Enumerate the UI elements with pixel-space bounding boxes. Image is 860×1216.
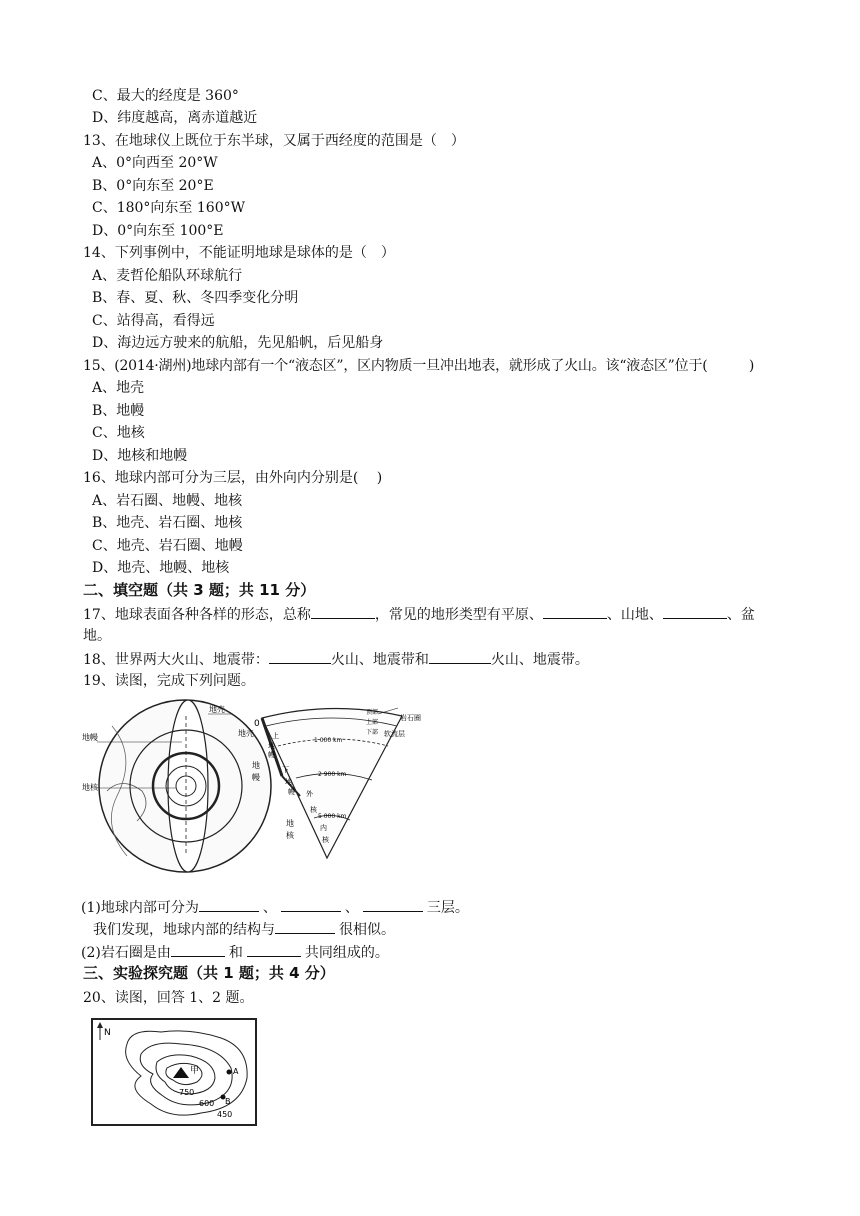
- q17-blank-1[interactable]: [311, 604, 375, 619]
- section-3-heading: 三、实验探究题（共 1 题；共 4 分）: [83, 964, 335, 982]
- wedge-label-crust: 地壳: [238, 729, 254, 738]
- q13-stem: 13、在地球仪上既位于东半球，又属于西经度的范围是（ ）: [83, 133, 465, 149]
- layer-wedge: [262, 708, 402, 858]
- q18-text-3: 火山、地震带。: [490, 652, 589, 668]
- wedge-label-outer-core: 核: [310, 806, 317, 814]
- wedge-label-upper: 上: [272, 732, 279, 740]
- q14-option-a: A、麦哲伦船队环球航行: [92, 268, 243, 284]
- globe-label-mantle: 地幔: [82, 733, 98, 742]
- q15-stem: 15、(2014·湖州)地球内部有一个“液态区”，区内物质一旦冲出地表，就形成了火山。该“液态区”位于( ): [83, 358, 755, 374]
- q17-text-1: 17、地球表面各种各样的形态，总称: [83, 607, 311, 623]
- q13-option-a: A、0°向西至 20°W: [92, 155, 218, 171]
- q19-sub-1b: [93, 919, 395, 940]
- q19-blank-3[interactable]: [363, 897, 423, 912]
- q16-stem: 16、地球内部可分为三层，由外向内分别是( ): [83, 470, 383, 486]
- q13-option-d: D、0°向东至 100°E: [92, 223, 224, 239]
- label-top: 顶部: [366, 709, 379, 716]
- q19-sub1-text: (1)地球内部可分为: [81, 900, 199, 916]
- contour-label-600: 600: [199, 1099, 215, 1108]
- q19-blank-5[interactable]: [171, 942, 225, 957]
- contour-map-figure: [91, 1018, 257, 1126]
- point-b-label: B: [225, 1097, 231, 1106]
- wedge-label-inner: 内: [320, 824, 327, 832]
- q18-blank-1[interactable]: [269, 649, 331, 664]
- q15-option-a: A、地壳: [92, 380, 145, 396]
- q17-text-4: 、盆: [726, 607, 755, 623]
- wedge-label-mantle-1: 地: [252, 761, 260, 770]
- label-upper-part: 上部: [366, 719, 379, 726]
- q17-line-2: 地。: [83, 628, 111, 644]
- earth-structure-figure: [82, 696, 426, 886]
- q18-blank-2[interactable]: [429, 649, 491, 664]
- globe-label-crust: 地壳: [209, 705, 225, 714]
- wedge-label-mantle-2: 幔: [252, 773, 260, 782]
- wedge-label-inner-core: 核: [322, 836, 329, 844]
- q19-blank-4[interactable]: [275, 919, 335, 934]
- q16-option-a: A、岩石圈、地幔、地核: [92, 493, 243, 509]
- point-a-marker: [227, 1070, 232, 1075]
- q17-text-3: 、山地、: [606, 607, 663, 623]
- q15-option-d: D、地核和地幔: [92, 448, 188, 464]
- q13-option-b: B、0°向东至 20°E: [92, 178, 214, 194]
- q19-sub-2: [81, 942, 389, 963]
- q19-blank-6[interactable]: [247, 942, 301, 957]
- q19-sub2-end: 共同组成的。: [304, 945, 389, 961]
- q19-sub2-and: 和: [228, 945, 243, 961]
- q18-text-2: 火山、地震带和: [330, 652, 429, 668]
- q19-sub1b-text: 我们发现，地球内部的结构与: [93, 922, 275, 938]
- q17-blank-3[interactable]: [663, 604, 727, 619]
- q17-blank-2[interactable]: [543, 604, 607, 619]
- globe-cutaway: [97, 700, 271, 872]
- contour-label-750: 750: [179, 1088, 195, 1097]
- wedge-label-upper-man: 幔: [268, 751, 275, 759]
- wedge-zero-label: 0: [254, 719, 260, 729]
- north-label: N: [104, 1028, 111, 1038]
- q19-sep-1: 、: [262, 900, 277, 916]
- wedge-label-core-1: 地: [286, 819, 294, 828]
- q15-option-b: B、地幔: [92, 403, 145, 419]
- q15-option-c: C、地核: [92, 425, 145, 441]
- section-2-heading: 二、填空题（共 3 题；共 11 分）: [83, 581, 316, 599]
- point-a-label: A: [233, 1067, 239, 1076]
- q19-sub1b-end: 很相似。: [339, 922, 395, 938]
- contour-label-450: 450: [217, 1110, 233, 1119]
- wedge-label-upper-di: 地: [268, 742, 275, 750]
- globe-label-core: 地核: [82, 783, 98, 792]
- q12-option-d: D、纬度越高，离赤道越近: [92, 110, 258, 126]
- q19-sep-2: 、: [344, 900, 359, 916]
- wedge-label-lower-di: 地: [285, 778, 292, 786]
- wedge-label-core-2: 核: [286, 831, 294, 840]
- wedge-label-outer: 外: [306, 790, 313, 798]
- q19-blank-1[interactable]: [199, 897, 259, 912]
- q14-stem: 14、下列事例中，不能证明地球是球体的是（ ）: [83, 245, 395, 261]
- label-lithosphere: 岩石圈: [400, 714, 421, 722]
- q14-option-c: C、站得高，看得远: [92, 313, 215, 329]
- q19-sub2-text: (2)岩石圈是由: [81, 945, 171, 961]
- q19-sub-1: [81, 897, 469, 918]
- depth-2900: 2 900 km: [318, 771, 347, 778]
- q20-stem: 20、读图，回答 1、2 题。: [83, 990, 254, 1006]
- q14-option-b: B、春、夏、秋、冬四季变化分明: [92, 290, 299, 306]
- q16-option-b: B、地壳、岩石圈、地核: [92, 515, 243, 531]
- q18-text-1: 18、世界两大火山、地震带：: [83, 652, 269, 668]
- q16-option-c: C、地壳、岩石圈、地幔: [92, 538, 243, 554]
- depth-1000: 1 000 km: [314, 737, 343, 744]
- wedge-label-lower-man: 幔: [288, 788, 295, 796]
- label-asthenosphere: 软流层: [384, 730, 405, 738]
- wedge-label-lower: 下: [282, 766, 289, 774]
- q14-option-d: D、海边远方驶来的航船，先见船帆，后见船身: [92, 335, 384, 351]
- peak-label: 甲: [190, 1066, 200, 1076]
- q16-option-d: D、地壳、地幔、地核: [92, 560, 230, 576]
- depth-5000: 5 000 km: [318, 813, 347, 820]
- q19-stem: 19、读图，完成下列问题。: [83, 673, 255, 689]
- q19-blank-2[interactable]: [281, 897, 341, 912]
- q18-line: [83, 649, 589, 670]
- q17-text-2: ，常见的地形类型有平原、: [374, 607, 543, 623]
- label-lower-part: 下部: [366, 729, 379, 736]
- q19-sub1-end: 三层。: [426, 900, 469, 916]
- q13-option-c: C、180°向东至 160°W: [92, 200, 245, 216]
- q17-line-1: [83, 604, 755, 625]
- q12-option-c: C、最大的经度是 360°: [92, 88, 239, 104]
